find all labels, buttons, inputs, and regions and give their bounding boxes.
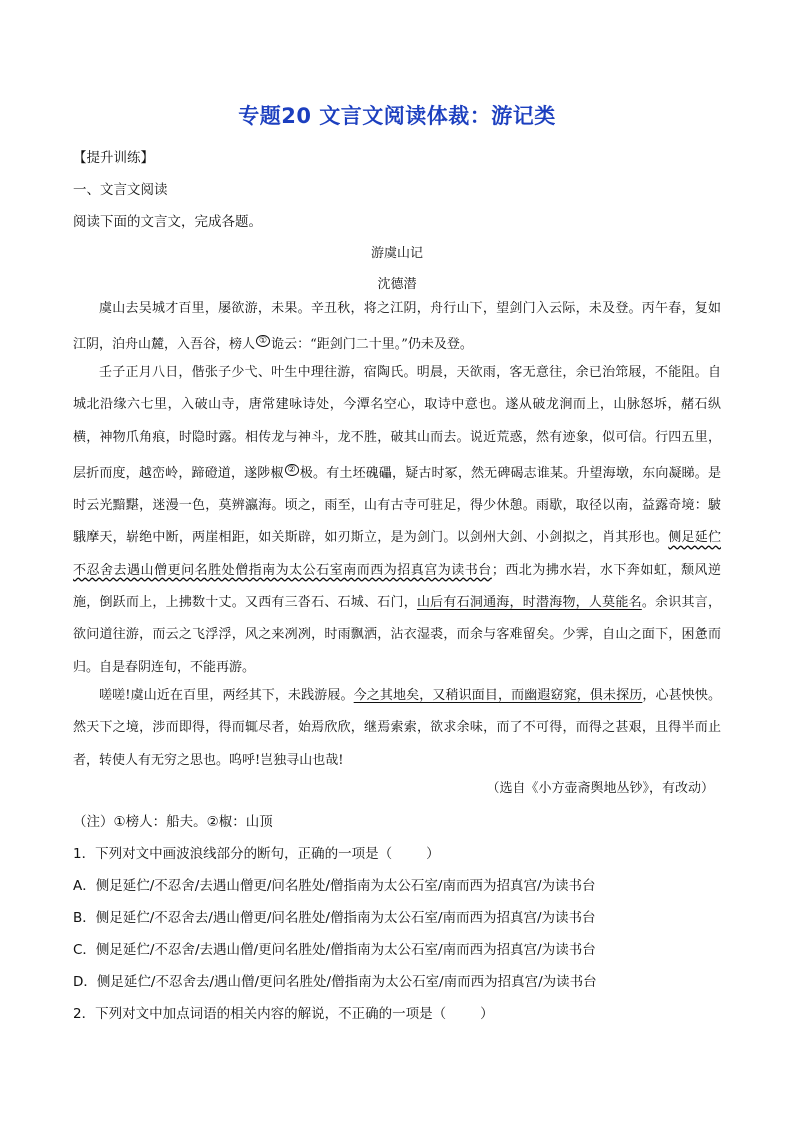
note-marker-1: ① (256, 335, 270, 347)
underlined-sentence-1: 山后有石洞通海，时潜海物，人莫能名 (416, 595, 642, 611)
instruction-text: 阅读下面的文言文，完成各题。 (73, 214, 262, 230)
wavy-underlined-sentence: 侧足延伫不忍舍去遇山僧更问名胜处僧指南为太公石室南而西为招真宫为读书台 (73, 530, 721, 578)
note-marker-2: ② (285, 464, 299, 476)
passage-paragraph-1: 虞山去吴城才百里，屡欲游，未果。辛丑秋，将之江阴，舟行山下，望剑门入云际，未及登。丙午春，复如江阴，泊舟山麓，入吾谷，榜人 ① 诡云：“距剑门二十里。”仍未及登。 (73, 301, 721, 353)
question-1-option-b: B．侧足延伫/不忍舍去/遇山僧更/问名胜处/僧指南为太公石室/南而西为招真宫/为读书台 (73, 910, 596, 926)
question-1-option-c: C．侧足延伫/不忍舍/去遇山僧/更问名胜处/僧指南为太公石室/南而西为招真宫/为读书台 (73, 942, 596, 958)
question-1-option-a: A．侧足延伫/不忍舍/去遇山僧更/问名胜处/僧指南为太公石室/南而西为招真宫/为读书台 (73, 878, 596, 894)
page-title: 专题20 文言文阅读体裁：游记类 (238, 104, 556, 128)
question-1-stem: 1．下列对文中画波浪线部分的断句，正确的一项是（ ） (73, 846, 440, 862)
passage-paragraph-2: 壬子正月八日，偕张子少弋、叶生中理往游，宿陶氏。明晨，天欲雨，客无意往，余已治筇屐，不能阻。自城北沿缘六七里，入破山寺，唐常建咏诗处，今潭名空心，取诗中意也。遂从破龙涧而上，山脉怒坼，赭石纵横，神物爪角痕，时隐时露。相传龙与神斗，龙不胜，破其山而去。说近荒惑，然有迹象，似可信。行四五里，层折而度，越峦岭，蹄磴道，遂陟椒 ② 极。有土坯磈礧，疑古时冢，然无碑碣志谁某。升望海墩，东向凝睇。是时云光黯黮，迷漫一色，莫辨瀛海。顷之，雨至，山有古寺可驻足，得少休憩。雨歇，取径以南，益露奇境：駊騀摩天，崭绝中断，两崖相距，如关斯辟，如刃斯立，是为剑门。以剑州大剑、小剑拟之，肖其形也。侧足延伫不忍舍去遇山僧更问名胜处僧指南为太公石室南而西为招真宫为读书台；西北为拂水岩，水下奔如虹，颓风逆施，倒跃而上，上拂数十丈。又西有三沓石、石城、石门，山后有石洞通海，时潜海物，人莫能名。余识其言，欲问道往游，而云之飞浮浮，风之来冽冽，时雨飘洒，沾衣湿裘，而余与客难留矣。少霁，自山之面下，困惫而归。自是春阴连旬，不能再游。 (73, 365, 721, 675)
passage-author: 沈德潜 (377, 277, 417, 292)
section-tag: 【提升训练】 (73, 150, 154, 166)
passage-source: （选自《小方壶斋舆地丛钞》，有改动） (486, 781, 714, 796)
passage-title: 游虞山记 (370, 246, 423, 261)
passage-paragraph-3: 嗟嗟!虞山近在百里，两经其下，未践游屐。今之其地矣，又稍识面目，而幽遐窈窕，俱未探历，心甚怏怏。然天下之境，涉而即得，得而辄尽者，始焉欣欣，继焉索索，欲求余味，而了不可得，而得之甚艰，且得半而止者，转使人有无穷之思也。呜呼!岂独寻山也哉! (73, 688, 721, 768)
section-heading: 一、文言文阅读 (73, 182, 168, 198)
question-2-stem: 2．下列对文中加点词语的相关内容的解说，不正确的一项是（ ） (73, 1006, 494, 1022)
underlined-sentence-2: 今之其地矣，又稍识面目，而幽遐窈窕，俱未探历 (353, 688, 643, 703)
question-1-option-d: D．侧足延伫/不忍舍去/遇山僧/更问名胜处/僧指南为太公石室/南而西为招真宫/为读书台 (73, 974, 597, 990)
notes-line: （注）①榜人：船夫。②椒：山顶 (73, 814, 273, 830)
